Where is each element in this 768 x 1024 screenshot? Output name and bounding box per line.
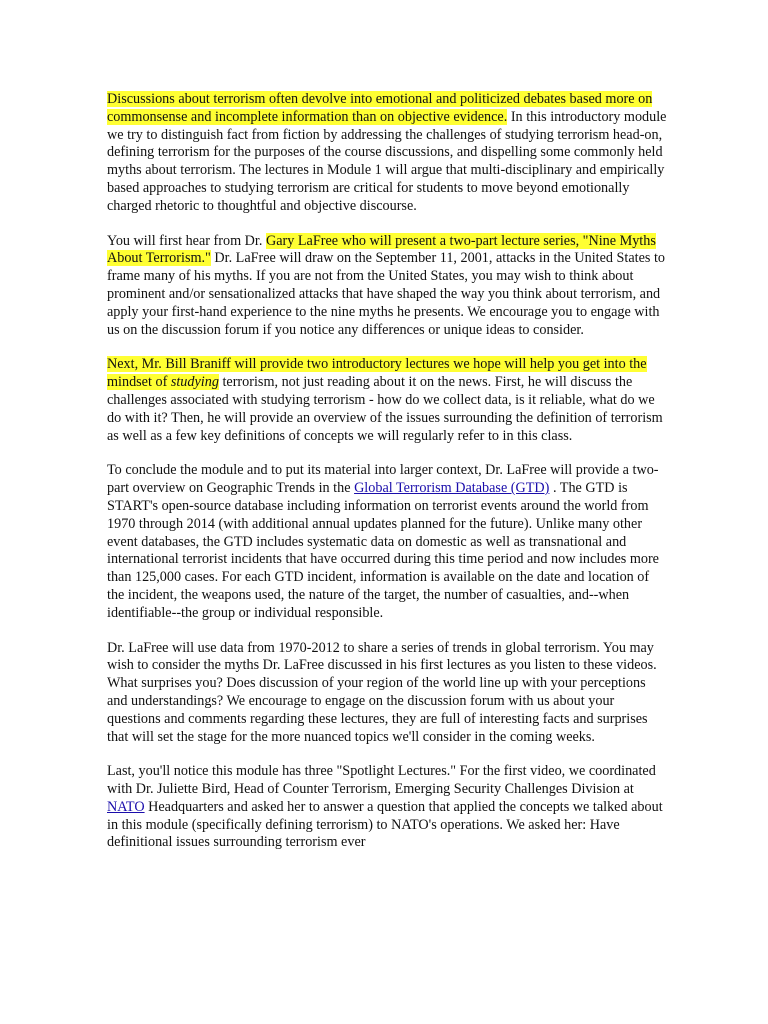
paragraph-text: To conclude the module and to put its material into larger context, Dr. LaFree will provide a two-part overview on Geographic Trends in the <box>107 462 659 497</box>
highlighted-text: Gary LaFree who will present a two-part lecture series, "Nine Myths About Terrorism." <box>107 232 656 267</box>
paragraph-spotlight <box>107 763 668 852</box>
paragraph-text: You will first hear from Dr. <box>107 232 266 249</box>
paragraph-text: Dr. LaFree will draw on the September 11, 2001, attacks in the United States to frame many of his myths. If you are not from the United States, you may wish to think about prominent and/or sensationalized attacks that have shaped the way you think about terrorism, and apply your first-hand experience to the nine myths he presents. We encourage you to engage with us on the discussion forum if you notice any differences or unique ideas to consider. <box>107 250 666 338</box>
highlighted-text: Next, Mr. Bill Braniff will provide two introductory lectures we hope will help you get into the mindset of <box>107 356 647 391</box>
paragraph-text: Dr. LaFree will use data from 1970-2012 to share a series of trends in global terrorism. You may wish to consider the myths Dr. LaFree discussed in his first lectures as you listen to these videos. What surprises you? Does discussion of your region of the world line up with your perceptions and understandings? We encourage to engage on the discussion forum with us about your questions and comments regarding these lectures, they are full of interesting facts and surprises that will set the stage for the more nuanced topics we'll consider in the coming weeks. <box>107 639 657 745</box>
paragraph-text: Last, you'll notice this module has three "Spotlight Lectures." For the first video, we coordinated with Dr. Juliette Bird, Head of Counter Terrorism, Emerging Security Challenges Division at <box>107 763 656 798</box>
paragraph-gtd <box>107 462 668 622</box>
nato-link[interactable]: NATO <box>107 798 145 815</box>
gtd-link[interactable]: Global Terrorism Database (GTD) <box>354 480 550 497</box>
paragraph-text: . The GTD is START's open-source database including information on terrorist events around the world from 1970 through 2014 (with additional annual updates planned for the future). Unlike many other event databases, the GTD includes systematic data on domestic as well as transnational and international terrorist incidents that have occurred during this time period and now includes more than 125,000 cases. For each GTD incident, information is available on the date and location of the incident, the weapons used, the nature of the target, the number of casualties, and--when identifiable--the group or individual responsible. <box>107 480 659 621</box>
paragraph-text: terrorism, not just reading about it on the news. First, he will discuss the challenges associated with studying terrorism - how do we collect data, is it reliable, what do we do with it? Then, he will provide an overview of the issues surrounding the definition of terrorism as well as a few key definitions of concepts we will regularly refer to in this class. <box>107 374 663 444</box>
highlighted-italic-text: studying <box>170 374 219 391</box>
paragraph-intro <box>107 91 668 216</box>
paragraph-lafree-myths <box>107 233 668 340</box>
highlighted-text: Discussions about terrorism often devolve into emotional and politicized debates based more on commonsense and incomplete information than on objective evidence. <box>107 91 653 125</box>
paragraph-braniff <box>107 356 668 445</box>
paragraph-text: In this introductory module we try to distinguish fact from fiction by addressing the challenges of studying terrorism head-on, defining terrorism for the purposes of the course discussions, and dispelling some commonly held myths about terrorism. The lectures in Module 1 will argue that multi-disciplinary and empirically based approaches to studying terrorism are critical for students to move beyond emotionally charged rhetoric to thoughtful and objective discourse. <box>107 108 667 214</box>
paragraph-trends <box>107 640 668 747</box>
paragraph-text: Headquarters and asked her to answer a question that applied the concepts we talked about in this module (specifically defining terrorism) to NATO's operations. We asked her: Have definitional issues surrounding terrorism ever <box>107 798 663 851</box>
